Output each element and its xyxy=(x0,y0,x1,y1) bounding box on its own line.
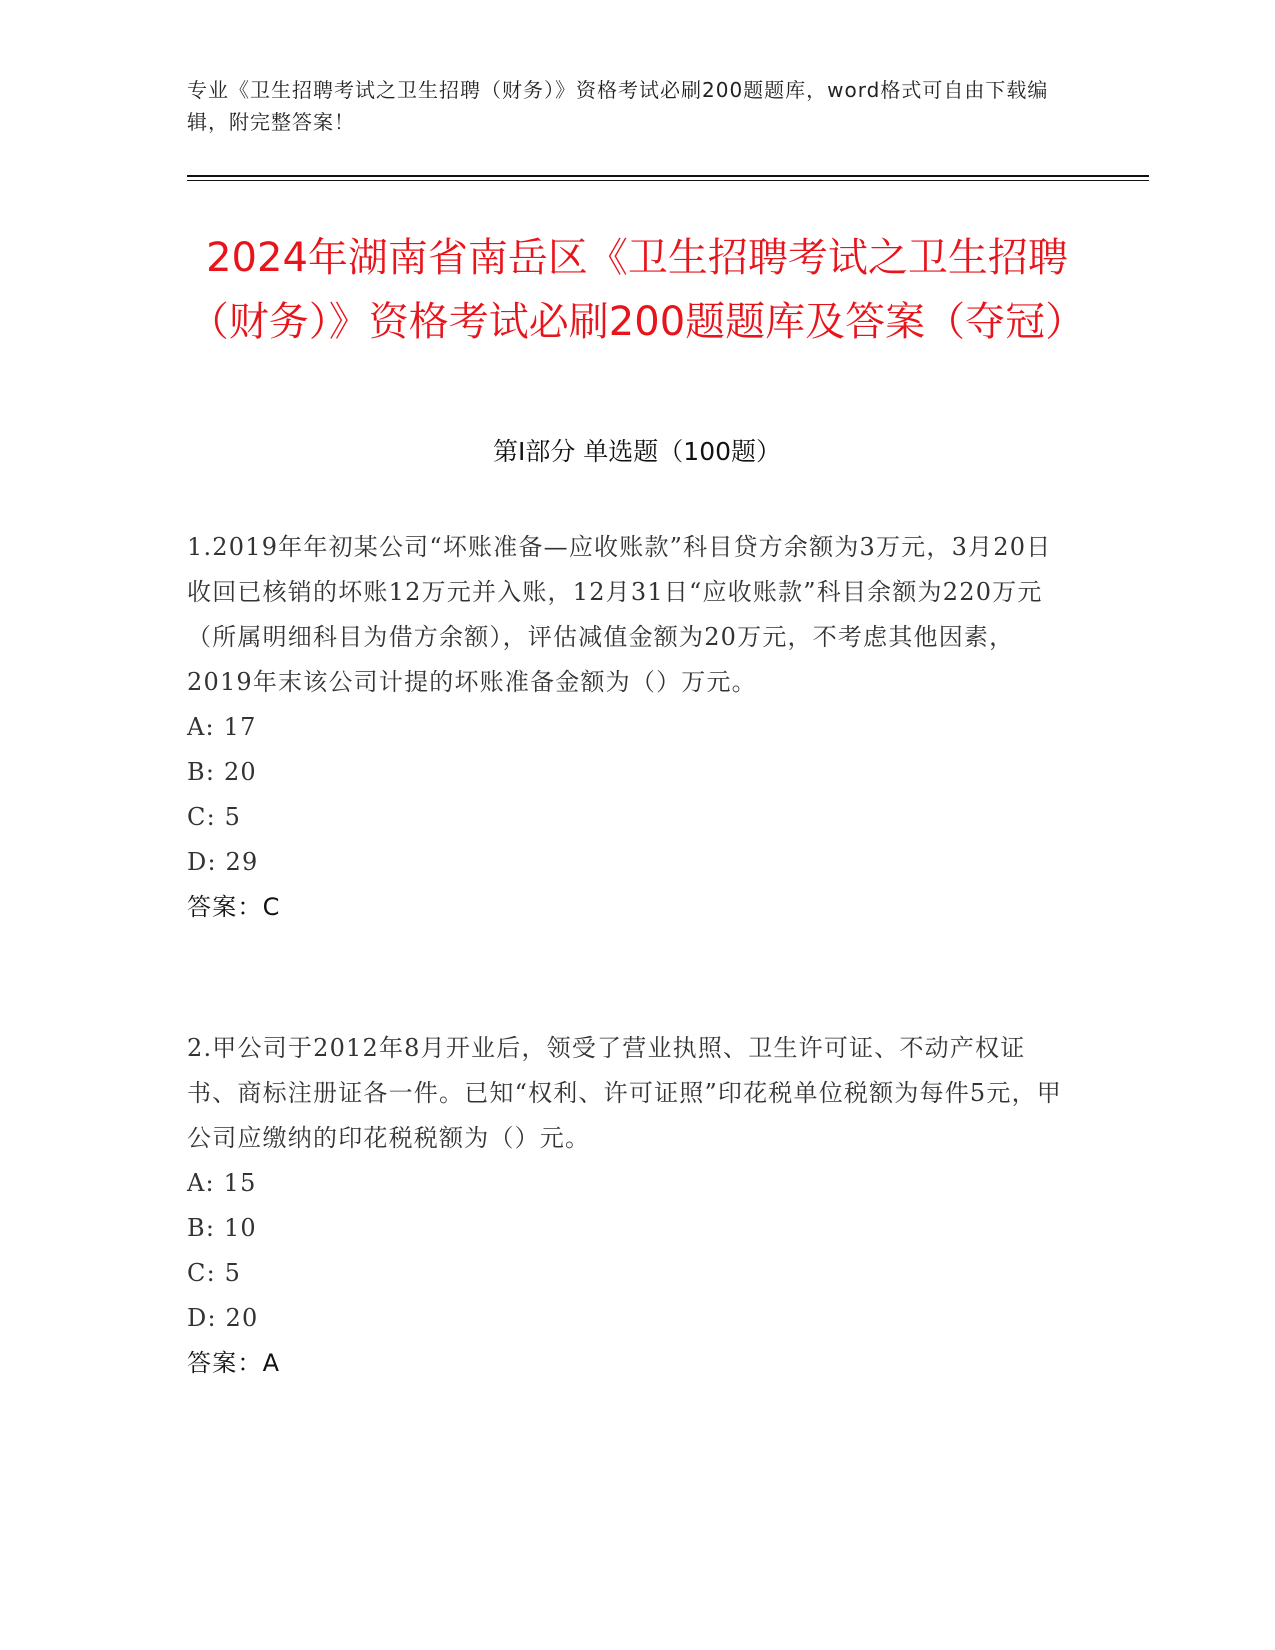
option-d: D: 29 xyxy=(187,848,259,876)
answer-line: 答案：A xyxy=(187,1349,281,1377)
option-a: A: 17 xyxy=(187,713,257,741)
question-1 xyxy=(187,525,1067,930)
option-b: B: 20 xyxy=(187,758,257,786)
option-c: C: 5 xyxy=(187,803,242,831)
document-title: 2024年湖南省南岳区《卫生招聘考试之卫生招聘（财务）》资格考试必刷200题题库及答案（夺冠） xyxy=(188,235,1086,345)
question-2 xyxy=(187,1026,1067,1386)
option-a: A: 15 xyxy=(187,1169,257,1197)
answer-line: 答案：C xyxy=(187,893,281,921)
section-heading: 第I部分 单选题（100题） xyxy=(492,437,782,466)
header-divider-thick xyxy=(187,175,1149,177)
question-stem: 2.甲公司于2012年8月开业后，领受了营业执照、卫生许可证、不动产权证书、商标注册证各一件。已知“权利、许可证照”印花税单位税额为每件5元，甲公司应缴纳的印花税税额为（）元。 xyxy=(187,1034,1063,1152)
header-divider-thin xyxy=(187,180,1149,181)
question-stem: 1.2019年年初某公司“坏账准备—应收账款”科目贷方余额为3万元，3月20日收回已核销的坏账12万元并入账，12月31日“应收账款”科目余额为220万元（所属明细科目为借方余额），评估减值金额为20万元，不考虑其他因素，2019年末该公司计提的坏账准备金额为（）万元。 xyxy=(187,533,1052,696)
header-note: 专业《卫生招聘考试之卫生招聘（财务）》资格考试必刷200题题库，word格式可自由下载编辑，附完整答案！ xyxy=(187,78,1049,134)
option-c: C: 5 xyxy=(187,1259,242,1287)
option-b: B: 10 xyxy=(187,1214,257,1242)
option-d: D: 20 xyxy=(187,1304,259,1332)
